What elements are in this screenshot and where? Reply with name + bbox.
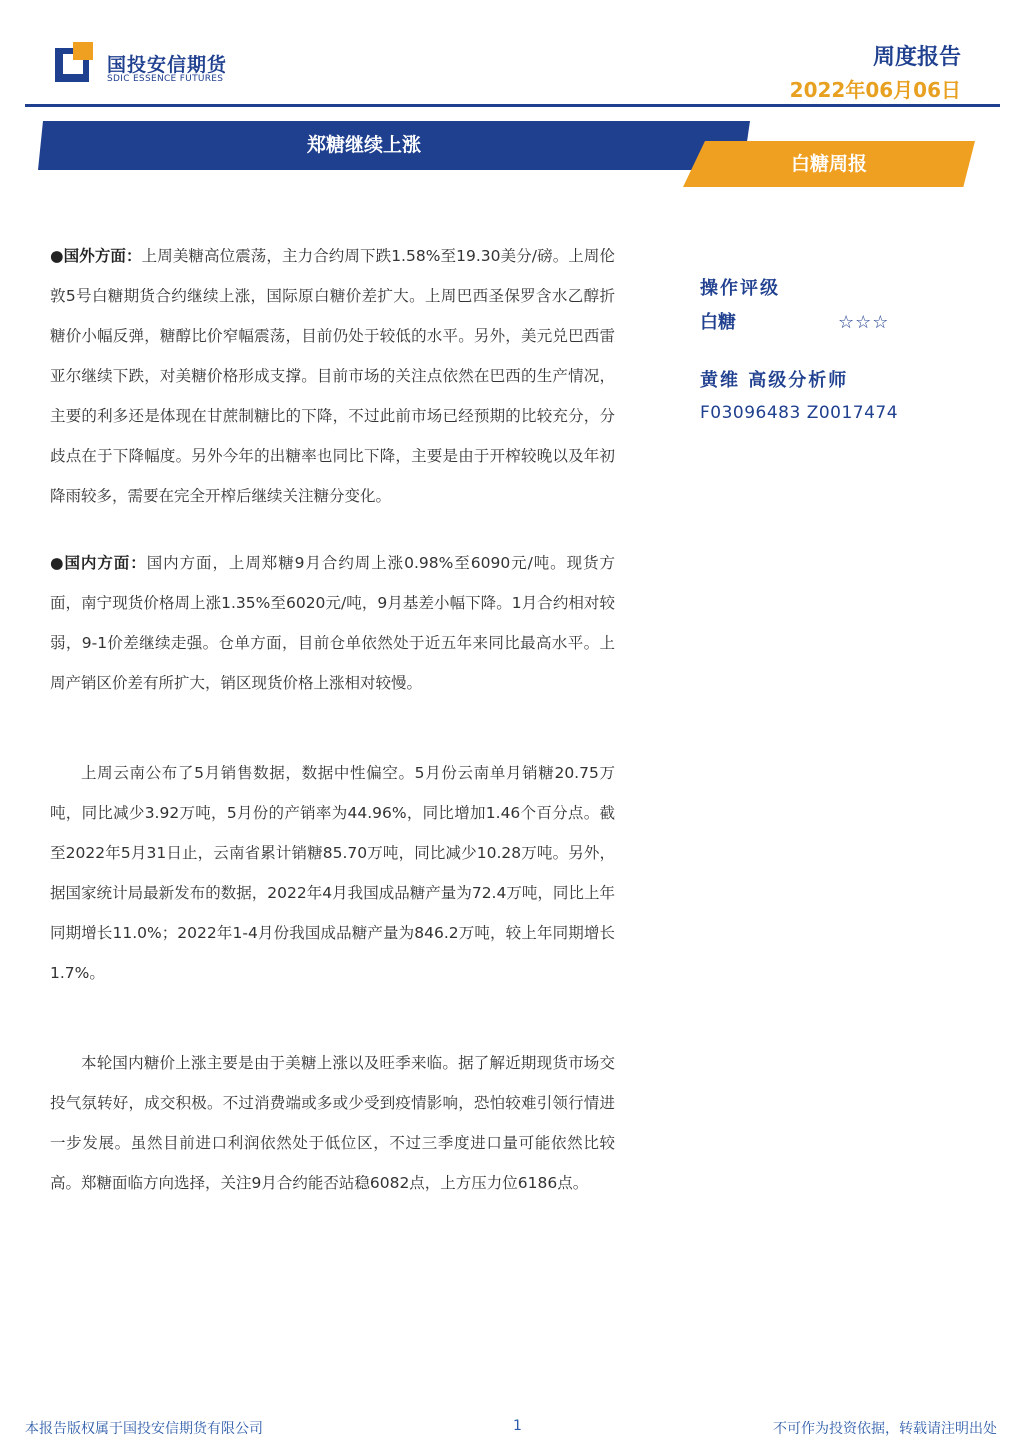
rating-commodity: 白糖 — [700, 312, 736, 333]
foreign-heading: ●国外方面： — [50, 247, 142, 265]
footer-disclaimer: 不可作为投资依据，转载请注明出处 — [773, 1421, 997, 1437]
rating-label: 操作评级 — [700, 278, 780, 299]
company-logo — [55, 42, 235, 86]
domestic-heading: ●国内方面： — [50, 554, 147, 572]
logo-mark-icon — [55, 42, 99, 86]
report-body — [50, 236, 615, 1203]
rating-stars-icon: ☆☆☆ — [838, 312, 890, 333]
report-tag: 白糖周报 — [790, 153, 867, 175]
footer-copyright: 本报告版权属于国投安信期货有限公司 — [25, 1421, 263, 1437]
report-title: 郑糖继续上涨 — [306, 134, 421, 156]
domestic-section — [50, 543, 615, 703]
page-number: 1 — [513, 1418, 522, 1434]
analyst-license-ids: F03096483 Z0017474 — [700, 403, 899, 423]
logo-english-name: SDIC ESSENCE FUTURES — [107, 74, 224, 84]
rating-row — [700, 306, 960, 340]
report-date: 2022年06月06日 — [789, 78, 961, 102]
report-type: 周度报告 — [872, 45, 961, 70]
sidebar — [700, 272, 960, 428]
foreign-text: 上周美糖高位震荡，主力合约周下跌1.58%至19.30美分/磅。上周伦敦5号白糖期货合约继续上涨，国际原白糖价差扩大。上周巴西圣保罗含水乙醇折糖价小幅反弹，糖醇比价窄幅震荡，目前仍处于较低的水平。另外，美元兑巴西雷亚尔继续下跌，对美糖价格形成支撑。目前市场的关注点依然在巴西的生产情况，主要的利多还是体现在甘蔗制糖比的下降，不过此前市场已经预期的比较充分，分歧点在于下降幅度。另外今年的出糖率也同比下降，主要是由于开榨较晚以及年初降雨较多，需要在完全开榨后继续关注糖分变化。 — [50, 247, 616, 505]
foreign-section — [50, 236, 615, 516]
analyst-name: 黄维 高级分析师 — [700, 370, 849, 391]
report-title-wrap — [38, 121, 750, 170]
outlook-paragraph: 本轮国内糖价上涨主要是由于美糖上涨以及旺季来临。据了解近期现货市场交投气氛转好，成交积极。不过消费端或多或少受到疫情影响，恐怕较难引领行情进一步发展。虽然目前进口利润依然处于低位区，不过三季度进口量可能依然比较高。郑糖面临方向选择，关注9月合约能否站稳6082点，上方压力位6186点。 — [50, 1054, 615, 1192]
domestic-text: 国内方面，上周郑糖9月合约周上涨0.98%至6090元/吨。现货方面，南宁现货价格周上涨1.35%至6020元/吨，9月基差小幅下降。1月合约相对较弱，9-1价差继续走强。仓单方面，目前仓单依然处于近五年来同比最高水平。上周产销区价差有所扩大，销区现货价格上涨相对较慢。 — [50, 554, 615, 692]
header-divider — [25, 104, 1000, 107]
yunnan-sales-paragraph: 上周云南公布了5月销售数据，数据中性偏空。5月份云南单月销糖20.75万吨，同比减少3.92万吨，5月份的产销率为44.96%，同比增加1.46个百分点。截至2022年5月31日止，云南省累计销糖85.70万吨，同比减少10.28万吨。另外，据国家统计局最新发布的数据，2022年4月我国成品糖产量为72.4万吨，同比上年同期增长11.0%；2022年1-4月份我国成品糖产量为846.2万吨，较上年同期增长1.7%。 — [50, 764, 615, 982]
logo-chinese-name: 国投安信期货 — [107, 54, 228, 76]
